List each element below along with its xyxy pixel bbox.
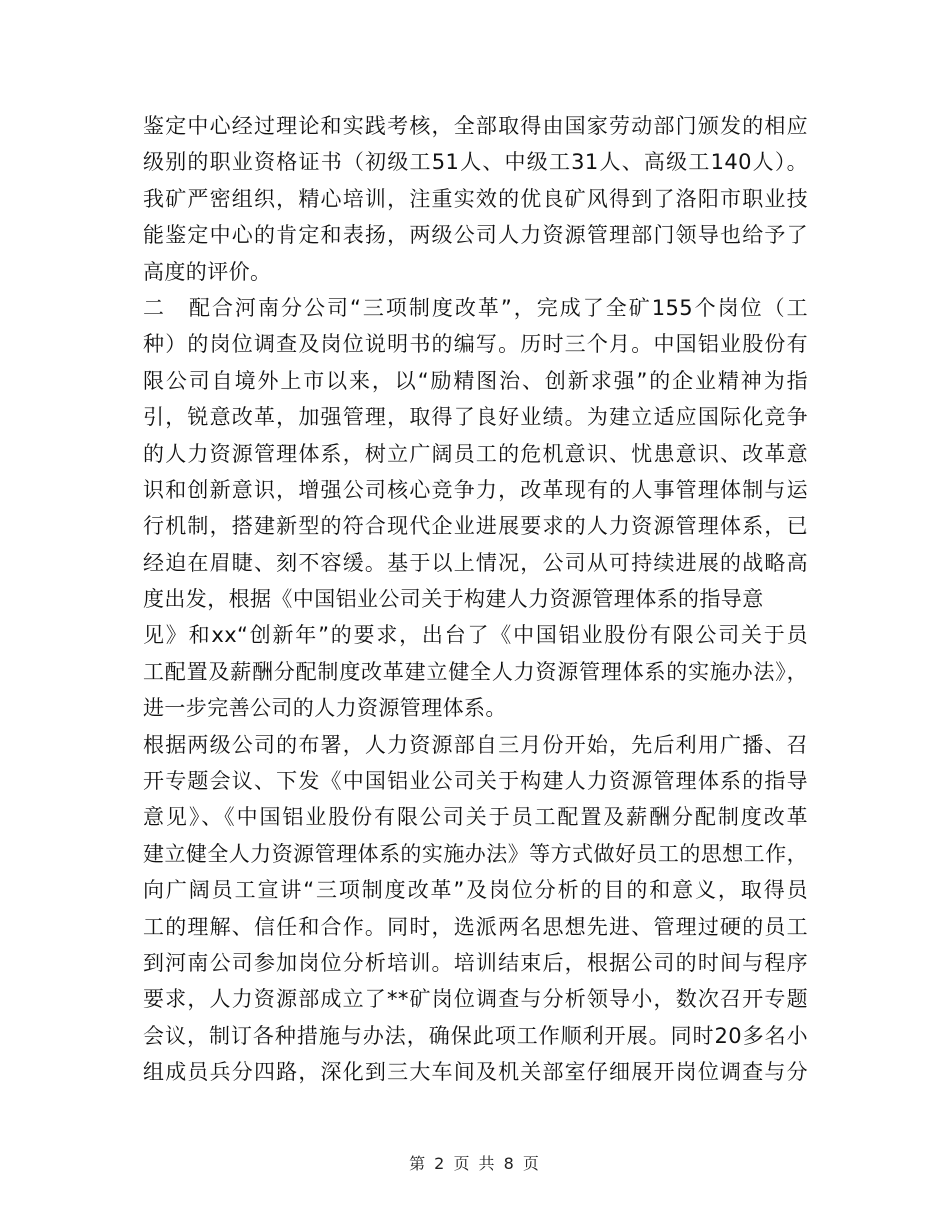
- text-line: 向广阔员工宣讲“三项制度改革”及岗位分析的目的和意义，取得员: [143, 878, 808, 903]
- text-line: 的人力资源管理体系，树立广阔员工的危机意识、忧患意识、改革意: [143, 441, 808, 466]
- text-line: 度出发，根据《中国铝业公司关于构建人力资源管理体系的指导意: [143, 587, 764, 612]
- text-line: 我矿严密组织，精心培训，注重实效的优良矿风得到了洛阳市职业技: [143, 186, 808, 211]
- text-line: 工的理解、信任和合作。同时，选派两名思想先进、管理过硬的员工: [143, 914, 808, 939]
- text-line: 鉴定中心经过理论和实践考核，全部取得由国家劳动部门颁发的相应: [143, 114, 808, 138]
- text-line: 进一步完善公司的人力资源管理体系。: [143, 696, 507, 721]
- text-line: 到河南公司参加岗位分析培训。培训结束后，根据公司的时间与程序: [143, 950, 808, 975]
- text-line: 建立健全人力资源管理体系的实施办法》等方式做好员工的思想工作，: [143, 841, 808, 866]
- text-line: 组成员兵分四路，深化到三大车间及机关部室仔细展开岗位调查与分: [143, 1060, 808, 1085]
- text-line: 引，锐意改革，加强管理，取得了良好业绩。为建立适应国际化竞争: [143, 405, 808, 430]
- text-line: 二 配合河南分公司“三项制度改革”，完成了全矿155个岗位（工: [143, 295, 808, 320]
- page-footer: 第 2 页 共 8 页: [409, 1154, 541, 1173]
- text-line: 高度的评价。: [143, 259, 272, 284]
- text-line: 意见》、《中国铝业股份有限公司关于员工配置及薪酬分配制度改革: [143, 805, 808, 830]
- text-line: 级别的职业资格证书（初级工51人、中级工31人、高级工140人）。: [143, 150, 808, 175]
- text-line: 根据两级公司的布署，人力资源部自三月份开始，先后利用广播、召: [143, 732, 808, 757]
- text-line: 工配置及薪酬分配制度改革建立健全人力资源管理体系的实施办法》，: [143, 659, 808, 684]
- text-line: 会议，制订各种措施与办法，确保此项工作顺利开展。同时20多名小: [143, 1023, 808, 1048]
- text-line: 见》和xx“创新年”的要求，出台了《中国铝业股份有限公司关于员: [143, 623, 808, 648]
- text-line: 能鉴定中心的肯定和表扬，两级公司人力资源管理部门领导也给予了: [143, 223, 808, 248]
- text-line: 开专题会议、下发《中国铝业公司关于构建人力资源管理体系的指导: [143, 769, 808, 794]
- text-line: 识和创新意识，增强公司核心竞争力，改革现有的人事管理体制与运: [143, 477, 808, 502]
- text-line: 行机制，搭建新型的符合现代企业进展要求的人力资源管理体系，已: [143, 514, 808, 539]
- text-line: 要求，人力资源部成立了**矿岗位调查与分析领导小，数次召开专题: [143, 987, 808, 1012]
- text-line: 种）的岗位调查及岗位说明书的编写。历时三个月。中国铝业股份有: [143, 332, 808, 357]
- text-line: 限公司自境外上市以来，以“励精图治、创新求强”的企业精神为指: [143, 368, 808, 393]
- body-text: [143, 108, 808, 1091]
- text-line: 经迫在眉睫、刻不容缓。基于以上情况，公司从可持续进展的战略高: [143, 550, 808, 575]
